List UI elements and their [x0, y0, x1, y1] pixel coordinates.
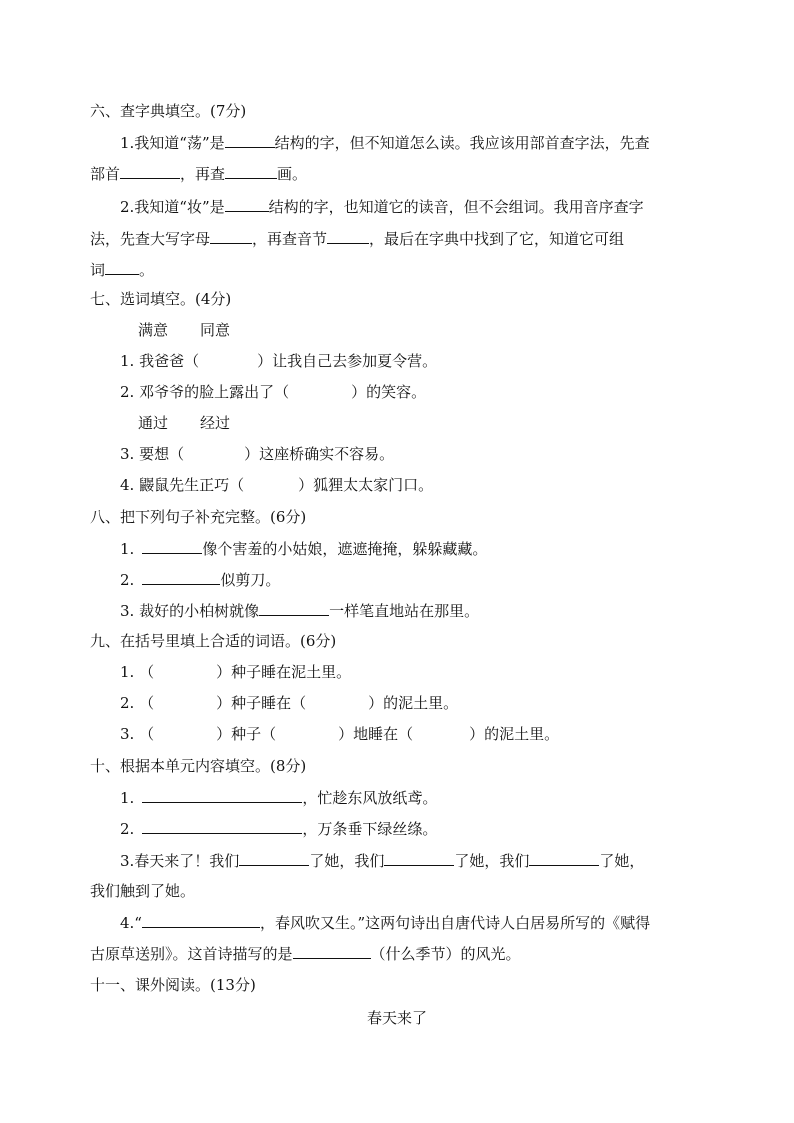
s10-q4-blank-2[interactable]	[293, 943, 371, 959]
s7-q3-text-b: ）这座桥确实不容易。	[244, 445, 395, 463]
s6-q2-text-4: ，再查音节	[252, 230, 328, 248]
s10-q4-line1	[120, 912, 650, 933]
s6-q2-blank-word[interactable]	[105, 259, 139, 275]
s6-q1-text-1: 1.我知道“荡”是	[120, 134, 225, 152]
s7-q1	[120, 351, 437, 371]
s10-q3-line2: 我们触到了她。	[90, 882, 196, 900]
s8-q1-blank[interactable]	[142, 538, 202, 554]
s10-q3-text-b: 了她，我们	[309, 852, 385, 870]
s8-q1-number: 1.	[120, 540, 135, 558]
section-11-heading: 十一、课外阅读。(13分)	[90, 976, 256, 994]
s7-q4-text-b: ）狐狸太太家门口。	[298, 476, 434, 494]
s9-q2-text-c: ）的泥土里。	[368, 694, 459, 712]
s7-q3-text-a: 3. 要想（	[120, 445, 185, 463]
s7-q2-text-b: ）的笑容。	[351, 383, 427, 401]
s10-q3-blank-3[interactable]	[529, 850, 599, 866]
s10-q4-text-b: ，春风吹又生。”这两句诗出自唐代诗人白居易所写的《赋得	[259, 914, 651, 932]
s6-q2-blank-structure[interactable]	[225, 196, 269, 212]
s10-q3-text-a: 3.春天来了！我们	[120, 852, 240, 870]
s8-q2	[120, 569, 280, 590]
s10-q3-line1	[120, 850, 644, 871]
s10-q1-text: ，忙趁东风放纸鸢。	[302, 789, 438, 807]
s10-q2	[120, 818, 437, 839]
s10-q3-text-c: 了她，我们	[454, 852, 530, 870]
s8-q3-text-b: 一样笔直地站在那里。	[329, 602, 480, 620]
s10-q2-number: 2.	[120, 820, 135, 838]
section-6-heading: 六、查字典填空。(7分)	[90, 102, 247, 120]
s6-q1-blank-radical[interactable]	[120, 163, 180, 179]
s10-q1-blank[interactable]	[142, 787, 302, 803]
s10-q1	[120, 787, 437, 808]
s8-q1-text: 像个害羞的小姑娘，遮遮掩掩，躲躲藏藏。	[202, 540, 488, 558]
section-10-heading: 十、根据本单元内容填空。(8分)	[90, 757, 307, 775]
s10-q1-number: 1.	[120, 789, 135, 807]
section-7-heading: 七、选词填空。(4分)	[90, 290, 232, 308]
s9-q2-text-a: 2. （	[120, 694, 155, 712]
s6-q2-text-1: 2.我知道“妆”是	[120, 198, 225, 216]
s8-q3-text-a: 3. 裁好的小柏树就像	[120, 602, 260, 620]
s9-q3-text-a: 3. （	[120, 725, 155, 743]
s9-q1-text-a: 1. （	[120, 663, 155, 681]
s6-q2-text-6: 词	[90, 261, 106, 279]
s10-q4-text-c: 古原草送别》。这首诗描写的是	[90, 945, 293, 963]
s10-q2-blank[interactable]	[142, 818, 302, 834]
s9-q1-text-b: ）种子睡在泥土里。	[216, 663, 352, 681]
s8-q2-text: 似剪刀。	[220, 571, 281, 589]
s10-q2-text: ，万条垂下绿丝绦。	[302, 820, 438, 838]
s6-q2-text-7: 。	[139, 261, 155, 279]
s7-q1-text-b: ）让我自己去参加夏令营。	[257, 352, 438, 370]
s7-word-choices-2	[138, 413, 230, 433]
word-choice: 满意	[138, 321, 169, 339]
s7-q3	[120, 444, 394, 464]
s7-q2-text-a: 2. 邓爷爷的脸上露出了（	[120, 383, 290, 401]
s8-q2-number: 2.	[120, 571, 135, 589]
s9-q1	[120, 662, 351, 682]
s7-q4-text-a: 4. 鼹鼠先生正巧（	[120, 476, 245, 494]
s9-q3-text-d: ）的泥土里。	[469, 725, 560, 743]
s9-q2	[120, 693, 458, 713]
s6-q1-text-2: 结构的字，但不知道怎么读。我应该用部首查字法，先查	[274, 134, 650, 152]
s10-q3-blank-2[interactable]	[384, 850, 454, 866]
s6-q2-text-2: 结构的字，也知道它的读音，但不会组词。我用音序查字	[268, 198, 644, 216]
word-choice: 经过	[200, 414, 231, 432]
s10-q3-blank-1[interactable]	[239, 850, 309, 866]
s7-q4	[120, 475, 433, 495]
s10-q4-text-a: 4.“	[120, 914, 142, 932]
s10-q4-line2	[90, 943, 521, 964]
s6-q1-text-3: 部首	[90, 165, 121, 183]
reading-passage-title: 春天来了	[366, 1009, 427, 1027]
s9-q3-text-c: ）地睡在（	[338, 725, 414, 743]
s6-q1-text-5: 画。	[277, 165, 308, 183]
s6-q2-blank-letter[interactable]	[210, 228, 252, 244]
s8-q3-blank[interactable]	[259, 600, 329, 616]
s7-q1-text-a: 1. 我爸爸（	[120, 352, 200, 370]
s6-q1-line1	[120, 132, 650, 153]
s10-q4-blank-1[interactable]	[142, 912, 260, 928]
s10-q3-text-d: 了她，	[599, 852, 645, 870]
s6-q2-line3	[90, 259, 154, 280]
s6-q1-blank-structure[interactable]	[225, 132, 275, 148]
section-9-heading: 九、在括号里填上合适的词语。(6分)	[90, 632, 337, 650]
s9-q3	[120, 724, 559, 744]
word-choice: 通过	[138, 414, 169, 432]
s6-q2-line1	[120, 196, 644, 217]
s7-word-choices-1	[138, 320, 230, 340]
s8-q1	[120, 538, 487, 559]
s6-q2-text-5: ，最后在字典中找到了它，知道它可组	[369, 230, 625, 248]
s7-q2	[120, 382, 426, 402]
s9-q2-text-b: ）种子睡在（	[216, 694, 307, 712]
s10-q4-text-d: （什么季节）的风光。	[370, 945, 521, 963]
s8-q2-blank[interactable]	[142, 569, 220, 585]
s9-q3-text-b: ）种子（	[216, 725, 277, 743]
s6-q1-text-4: ，再查	[180, 165, 226, 183]
s6-q2-line2	[90, 228, 624, 249]
word-choice: 同意	[200, 321, 231, 339]
s8-q3	[120, 600, 479, 621]
s6-q1-line2	[90, 163, 307, 184]
section-8-heading: 八、把下列句子补充完整。(6分)	[90, 508, 307, 526]
s6-q2-blank-syllable[interactable]	[327, 228, 369, 244]
s6-q2-text-3: 法，先查大写字母	[90, 230, 211, 248]
s6-q1-blank-strokes[interactable]	[225, 163, 277, 179]
